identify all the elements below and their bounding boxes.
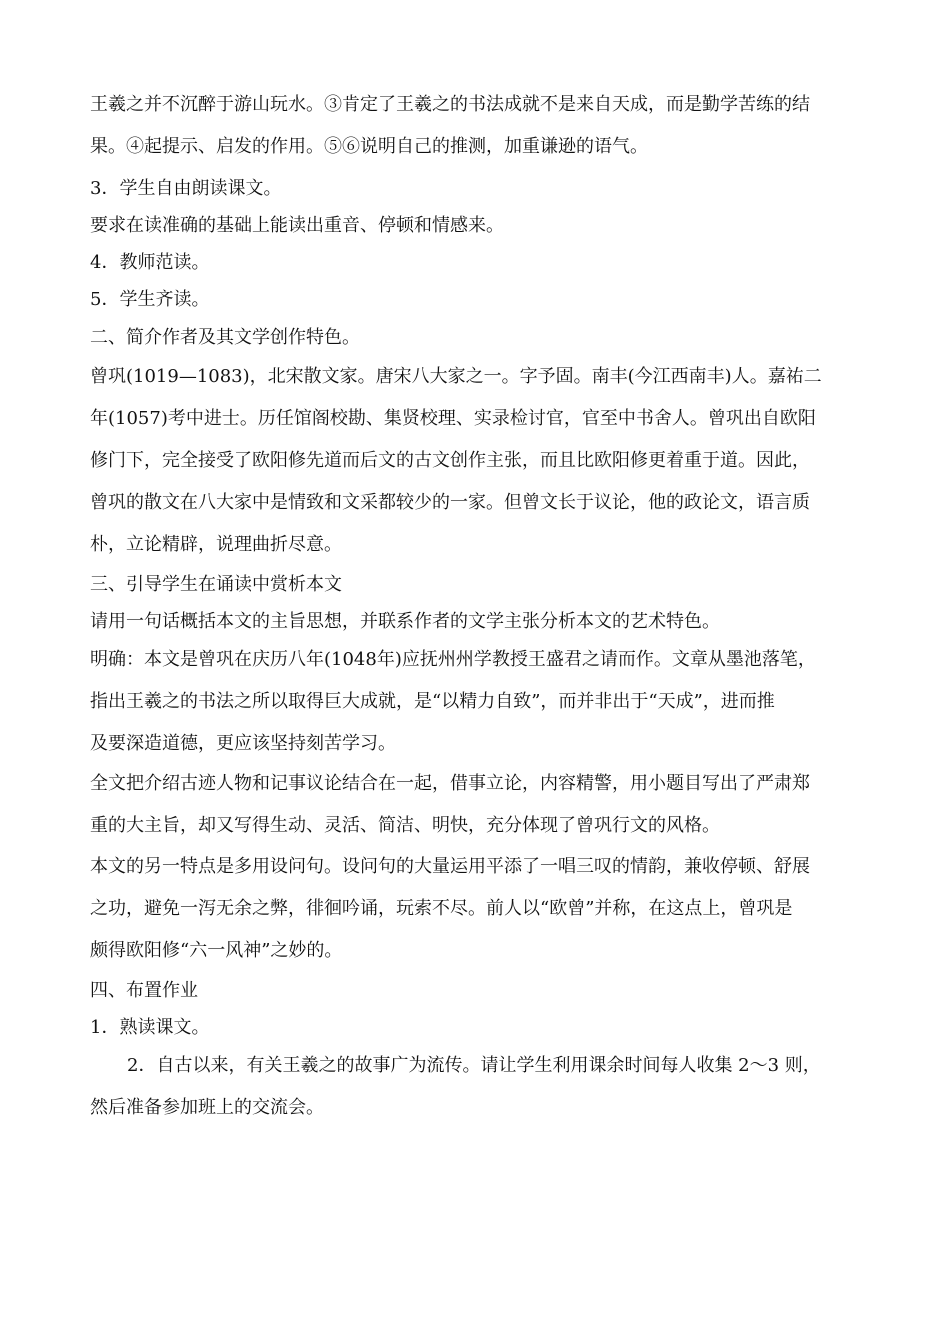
text-line: 颇得欧阳修“六一风神”之妙的。 bbox=[90, 940, 343, 961]
text-line: 明确：本文是曾巩在庆历八年(1048年)应抚州州学教授王盛君之请而作。文章从墨池落笔， bbox=[90, 649, 816, 670]
text-line: 年(1057)考中进士。历任馆阁校勘、集贤校理、实录检讨官，官至中书舍人。曾巩出自欧阳 bbox=[90, 408, 816, 429]
text-line: 曾巩的散文在八大家中是情致和文采都较少的一家。但曾文长于议论，他的政论文，语言质 bbox=[90, 492, 810, 513]
text-line: 指出王羲之的书法之所以取得巨大成就，是“以精力自致”，而并非出于“天成”，进而推 bbox=[90, 691, 775, 712]
section-heading: 三、引导学生在诵读中赏析本文 bbox=[90, 574, 342, 595]
text-line: 朴，立论精辟，说理曲折尽意。 bbox=[90, 534, 342, 555]
text-line: 请用一句话概括本文的主旨思想，并联系作者的文学主张分析本文的艺术特色。 bbox=[90, 611, 720, 632]
section-heading: 二、简介作者及其文学创作特色。 bbox=[90, 327, 360, 348]
section-item: 5．学生齐读。 bbox=[90, 289, 210, 310]
text-line: 全文把介绍古迹人物和记事议论结合在一起，借事立论，内容精警，用小题目写出了严肃郑 bbox=[90, 773, 810, 794]
section-item: 4．教师范读。 bbox=[90, 252, 210, 273]
text-line: 王羲之并不沉醉于游山玩水。③肯定了王羲之的书法成就不是来自天成，而是勤学苦练的结 bbox=[90, 94, 810, 115]
section-item: 1．熟读课文。 bbox=[90, 1017, 210, 1038]
text-line: 然后准备参加班上的交流会。 bbox=[90, 1097, 324, 1118]
section-heading: 四、布置作业 bbox=[90, 980, 198, 1001]
text-line: 重的大主旨，却又写得生动、灵活、简洁、明快，充分体现了曾巩行文的风格。 bbox=[90, 815, 720, 836]
text-line: 及要深造道德，更应该坚持刻苦学习。 bbox=[90, 733, 396, 754]
text-line: 果。④起提示、启发的作用。⑤⑥说明自己的推测，加重谦逊的语气。 bbox=[90, 136, 648, 157]
section-item: 2．自古以来，有关王羲之的故事广为流传。请让学生利用课余时间每人收集 2～3 则， bbox=[127, 1055, 821, 1076]
text-line: 之功，避免一泻无余之弊，徘徊吟诵，玩索不尽。前人以“欧曾”并称，在这点上，曾巩是 bbox=[90, 898, 793, 919]
text-line: 修门下，完全接受了欧阳修先道而后文的古文创作主张，而且比欧阳修更着重于道。因此， bbox=[90, 450, 810, 471]
text-line: 本文的另一特点是多用设问句。设问句的大量运用平添了一唱三叹的情韵，兼收停顿、舒展 bbox=[90, 856, 810, 877]
section-item: 3．学生自由朗读课文。 bbox=[90, 178, 282, 199]
text-line: 要求在读准确的基础上能读出重音、停顿和情感来。 bbox=[90, 215, 504, 236]
text-line: 曾巩(1019—1083)，北宋散文家。唐宋八大家之一。字予固。南丰(今江西南丰)人。嘉祐二 bbox=[90, 366, 822, 387]
